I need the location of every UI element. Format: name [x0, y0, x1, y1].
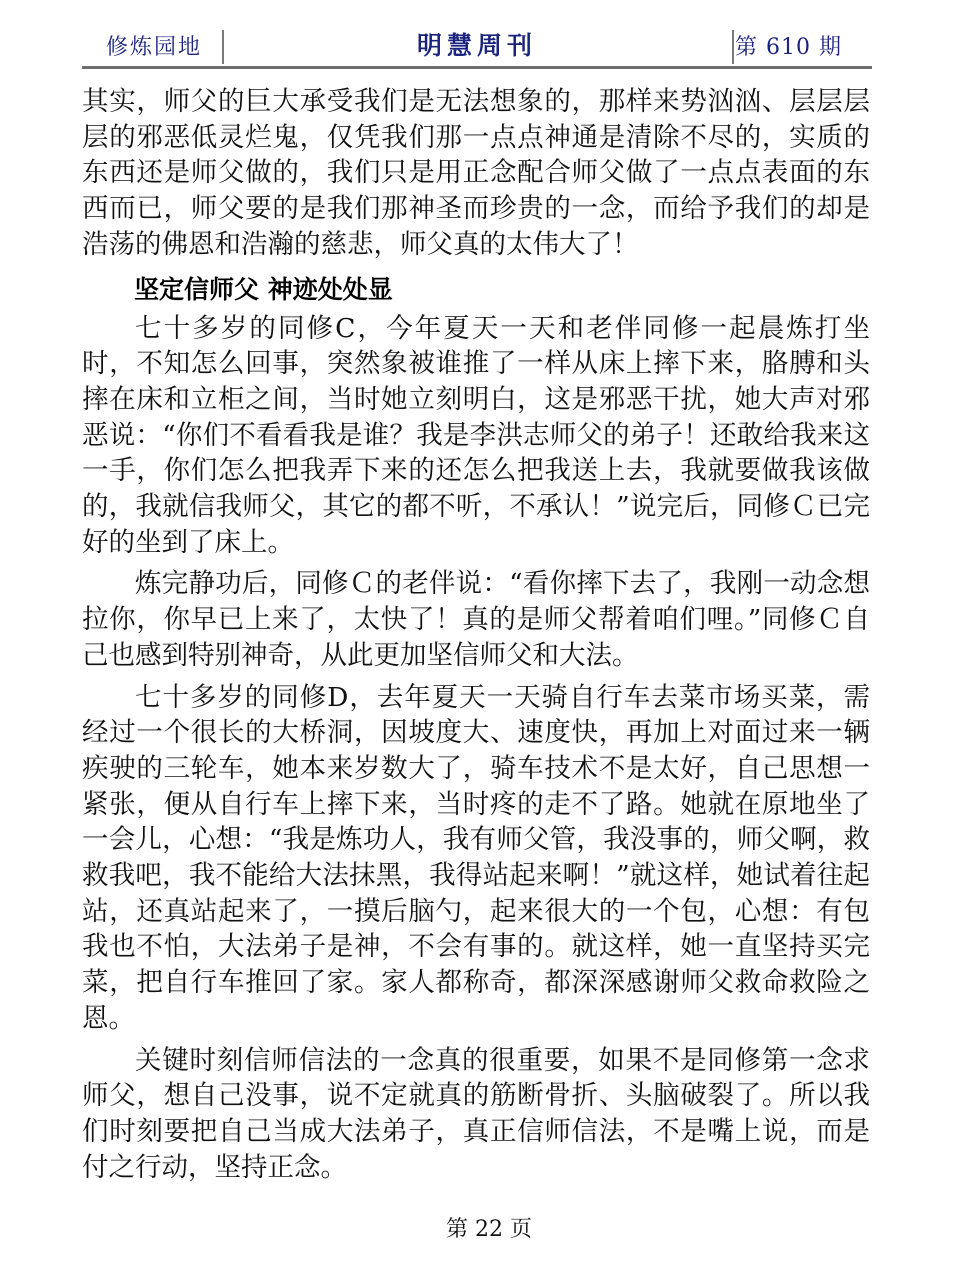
paragraph: 关键时刻信师信法的一念真的很重要，如果不是同修第一念求师父，想自己没事，说不定就真的筋断骨折、头脑破裂了。所以我们时刻要把自己当成大法弟子，真正信师信法，不是嘴上说，而是付之行动，坚持正念。: [82, 1044, 870, 1183]
paragraph: 其实，师父的巨大承受我们是无法想象的，那样来势汹汹、层层层层的邪恶低灵烂鬼，仅凭我们那一点点神通是清除不尽的，实质的东西还是师父做的，我们只是用正念配合师父做了一点点表面的东西而已，师父要的是我们那神圣而珍贵的一念，而给予我们的却是浩荡的佛恩和浩瀚的慈悲，师父真的太伟大了！: [82, 86, 870, 260]
article-body: [82, 84, 870, 1185]
paragraph: 炼完静功后，同修Ｃ的老伴说：“看你摔下去了，我刚一动念想拉你，你早已上来了，太快了！真的是师父帮着咱们哩。”同修Ｃ自己也感到特别神奇，从此更加坚信师父和大法。: [82, 568, 870, 671]
section-title: 修炼园地: [106, 35, 203, 60]
publication-title: 明慧周刊: [416, 31, 537, 60]
page-header: [82, 22, 872, 66]
paragraph: 七十多岁的同修D，去年夏天一天骑自行车去菜市场买菜，需经过一个很长的大桥洞，因坡度大、速度快，再加上对面过来一辆疾驶的三轮车，她本来岁数大了，骑车技术不是太好，自己思想一紧张，便从自行车上摔下来，当时疼的走不了路。她就在原地坐了一会儿，心想：“我是炼功人，我有师父管，我没事的，师父啊，救救我吧，我不能给大法抹黑，我得站起来啊！”就这样，她试着往起站，还真站起来了，一摸后脑勺，起来很大的一个包，心想：有包我也不怕，大法弟子是神，不会有事的。就这样，她一直坚持买完菜，把自行车推回了家。家人都称奇，都深深感谢师父救命救险之恩。: [82, 681, 870, 1034]
header-rule: [82, 66, 872, 69]
section-heading: 坚定信师父 神迹处处显: [134, 274, 393, 304]
page-number: 第 22 页: [446, 1217, 532, 1242]
paragraph: 七十多岁的同修C，今年夏天一天和老伴同修一起晨炼打坐时，不知怎么回事，突然象被谁推了一样从床上摔下来，胳膊和头摔在床和立柜之间，当时她立刻明白，这是邪恶干扰，她大声对邪恶说：“你们不看看我是谁？我是李洪志师父的弟子！还敢给我来这一手，你们怎么把我弄下来的还怎么把我送上去，我就要做我该做的，我就信我师父，其它的都不听，不承认！”说完后，同修Ｃ已完好的坐到了床上。: [82, 312, 870, 558]
header-divider-right: [732, 30, 734, 64]
issue-number: 第 610 期: [735, 35, 842, 60]
